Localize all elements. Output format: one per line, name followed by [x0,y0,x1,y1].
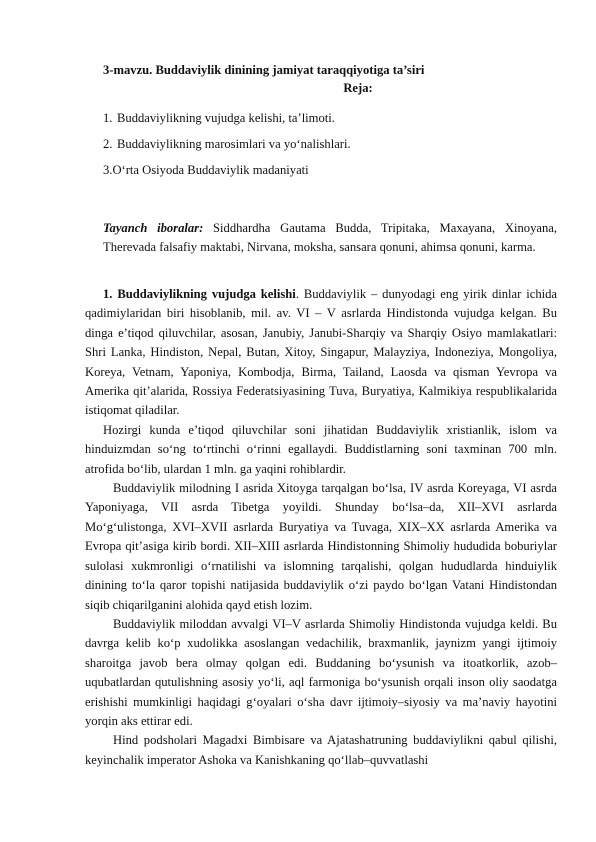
plan-item-number: 1. [103,111,113,125]
section-heading-lead: 1. Buddaviylikning vujudga kelishi [103,287,296,301]
plan-item-number: 2. [103,137,113,151]
paragraph-4: Buddaviylik miloddan avvalgi VI–V asrlarda Shimoliy Hindistonda vujudga keldi. Bu davrga kelib ko‘p xudolikka asoslangan vedachilik, braxmanlik, jaynizm yangi ijtimoiy sharoitga javob bera olmay qolgan edi. Buddaning bo‘ysunish va itoatkorlik, azob–uqubatlardan qutulishning asosiy yo‘li, aql farmoniga bo‘ysunish orqali inson oliy saodatga erishishi mumkinligi haqidagi g‘oyalari o‘sha davr ijtimoiy–siyosiy va ma’naviy hayotini yorqin aks ettirar edi. [85,616,557,728]
body-text [85,285,557,770]
plan-heading: Reja: [343,81,373,95]
keywords-label: Tayanch iboralar: [103,221,204,235]
plan-item-text: Buddaviylikning vujudga kelishi, ta’limoti. [117,111,335,125]
plan-item-text: Buddaviylikning marosimlari va yo‘nalishlari. [117,137,351,151]
plan-item-3 [103,162,309,178]
plan-item-1 [103,110,335,126]
keywords-text: Siddhardha Gautama Budda, Tripitaka, Maxayana, Xinoyana, Therevada falsafiy maktabi, Nirvana, moksha, sansara qonuni, ahimsa qonuni, karma. [103,221,557,255]
plan-item-number: 3. [103,163,113,177]
paragraph-5: Hind podsholari Magadxi Bimbisare va Ajatashatruning buddaviylikni qabul qilishi, keyinchalik imperator Ashoka va Kanishkaning qo‘llab–quvvatlashi [85,733,557,767]
paragraph-1-text: . Buddaviylik – dunyodagi eng yirik dinlar ichida qadimiylaridan biri hisoblanib, mil. av. VI – V asrlarda Hindistonda vujudga kelgan. Bu dinga e’tiqod qiluvchilar, asosan, Janubiy, Janubi-Sharqiy va Sharqiy Osiyo mamlakatlari: Shri Lanka, Hindiston, Nepal, Butan, Xitoy, Singapur, Malayziya, Indoneziya, Mongoliya, Koreya, Vetnam, Yaponiya, Kombodja, Birma, Tailand, Laosda va qisman Yevropa va Amerika qit’alarida, Rossiya Federatsiyasining Tuva, Buryatiya, Kalmikiya respublikalarida istiqomat qiladilar. [85,287,557,418]
plan-item-text: O‘rta Osiyoda Buddaviylik madaniyati [112,163,309,177]
page-title: 3-mavzu. Buddaviylik dinining jamiyat taraqqiyotiga ta’siri [103,63,425,77]
keywords-block [103,219,557,258]
paragraph-1 [85,285,557,421]
paragraph-3: Buddaviylik milodning I asrida Xitoyga tarqalgan bo‘lsa, IV asrda Koreyaga, VI asrda Yaponiyaga, VII asrda Tibetga yoyildi. Shunday bo‘lsa–da, XII–XVI asrlarda Mo‘g‘ulistonga, XVI–XVII asrlarda Buryatiya va Tuvaga, XIX–XX asrlarda Amerika va Evropa qit’asiga kirib bordi. XII–XIII asrlarda Hindistonning Shimoliy hududida boburiylar sulolasi xukmronligi o‘rnatilishi va islomning tarqalishi, qolgan hududlarda hinduiylik dinining to‘la qaror topishi natijasida buddaviylik o‘zi paydo bo‘lgan Vatani Hindistondan siqib chiqarilganini alohida qayd etish lozim. [85,481,557,612]
plan-item-2 [103,136,351,152]
paragraph-2: Hozirgi kunda e’tiqod qiluvchilar soni jihatidan Buddaviylik xristianlik, islom va hinduizmdan so‘ng to‘rtinchi o‘rinni egallaydi. Buddistlarning soni taxminan 700 mln. atrofida bo‘lib, ulardan 1 mln. ga yaqini rohiblardir. [85,422,557,476]
